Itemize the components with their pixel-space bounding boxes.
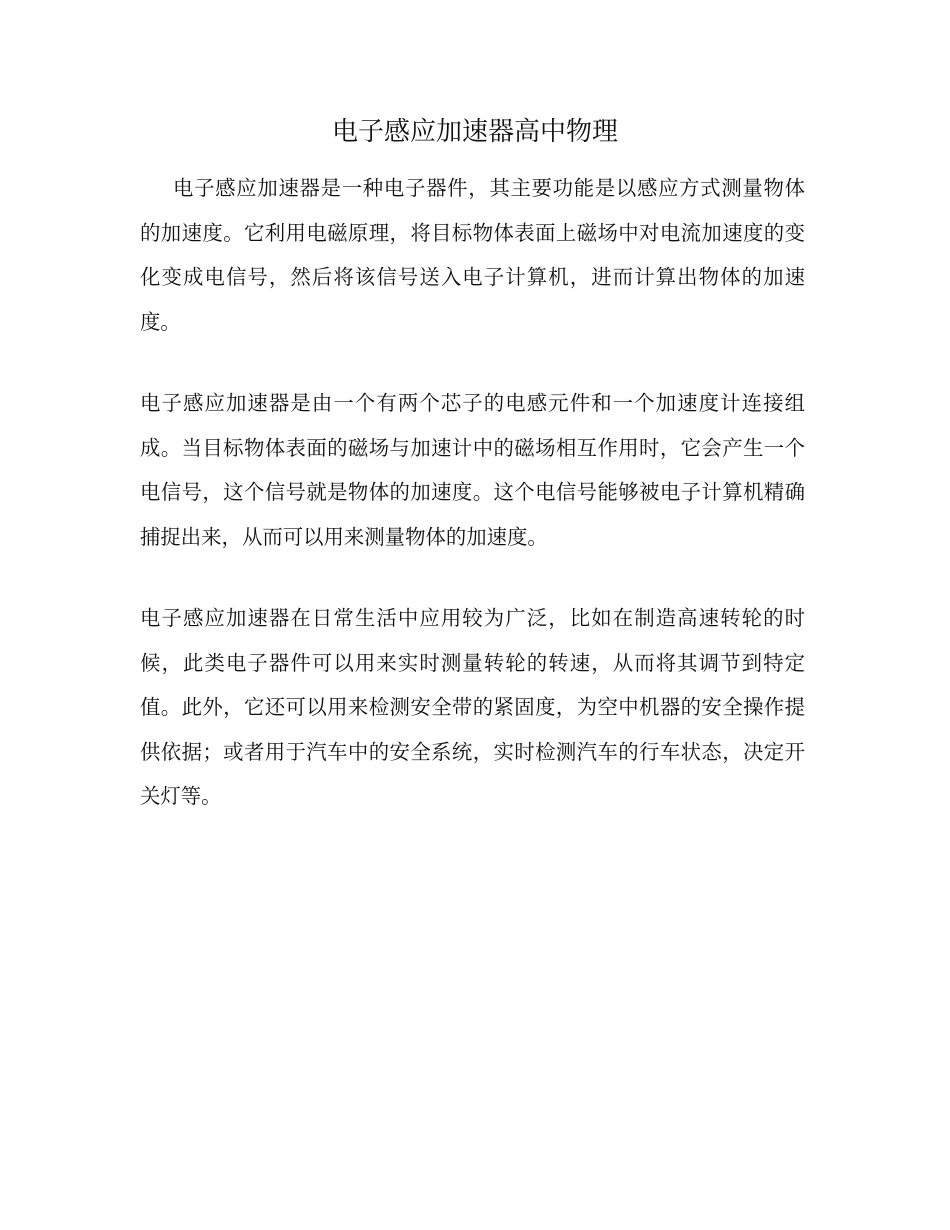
paragraph-2: 电子感应加速器是由一个有两个芯子的电感元件和一个加速度计连接组成。当目标物体表面的磁场与加速计中的磁场相互作用时，它会产生一个电信号，这个信号就是物体的加速度。这个电信号能够被电子计算机精确捕捉出来，从而可以用来测量物体的加速度。 bbox=[140, 391, 805, 549]
paragraph-1: 电子感应加速器是一种电子器件，其主要功能是以感应方式测量物体的加速度。它利用电磁原理，将目标物体表面上磁场中对电流加速度的变化变成电信号，然后将该信号送入电子计算机，进而计算出物体的加速度。 bbox=[140, 176, 805, 334]
document-body bbox=[140, 166, 805, 819]
document-title: 电子感应加速器高中物理 bbox=[331, 117, 618, 147]
paragraph-3: 电子感应加速器在日常生活中应用较为广泛，比如在制造高速转轮的时候，此类电子器件可以用来实时测量转轮的转速，从而将其调节到特定值。此外，它还可以用来检测安全带的紧固度，为空中机器的安全操作提供依据；或者用于汽车中的安全系统，实时检测汽车的行车状态，决定开关灯等。 bbox=[140, 606, 805, 808]
